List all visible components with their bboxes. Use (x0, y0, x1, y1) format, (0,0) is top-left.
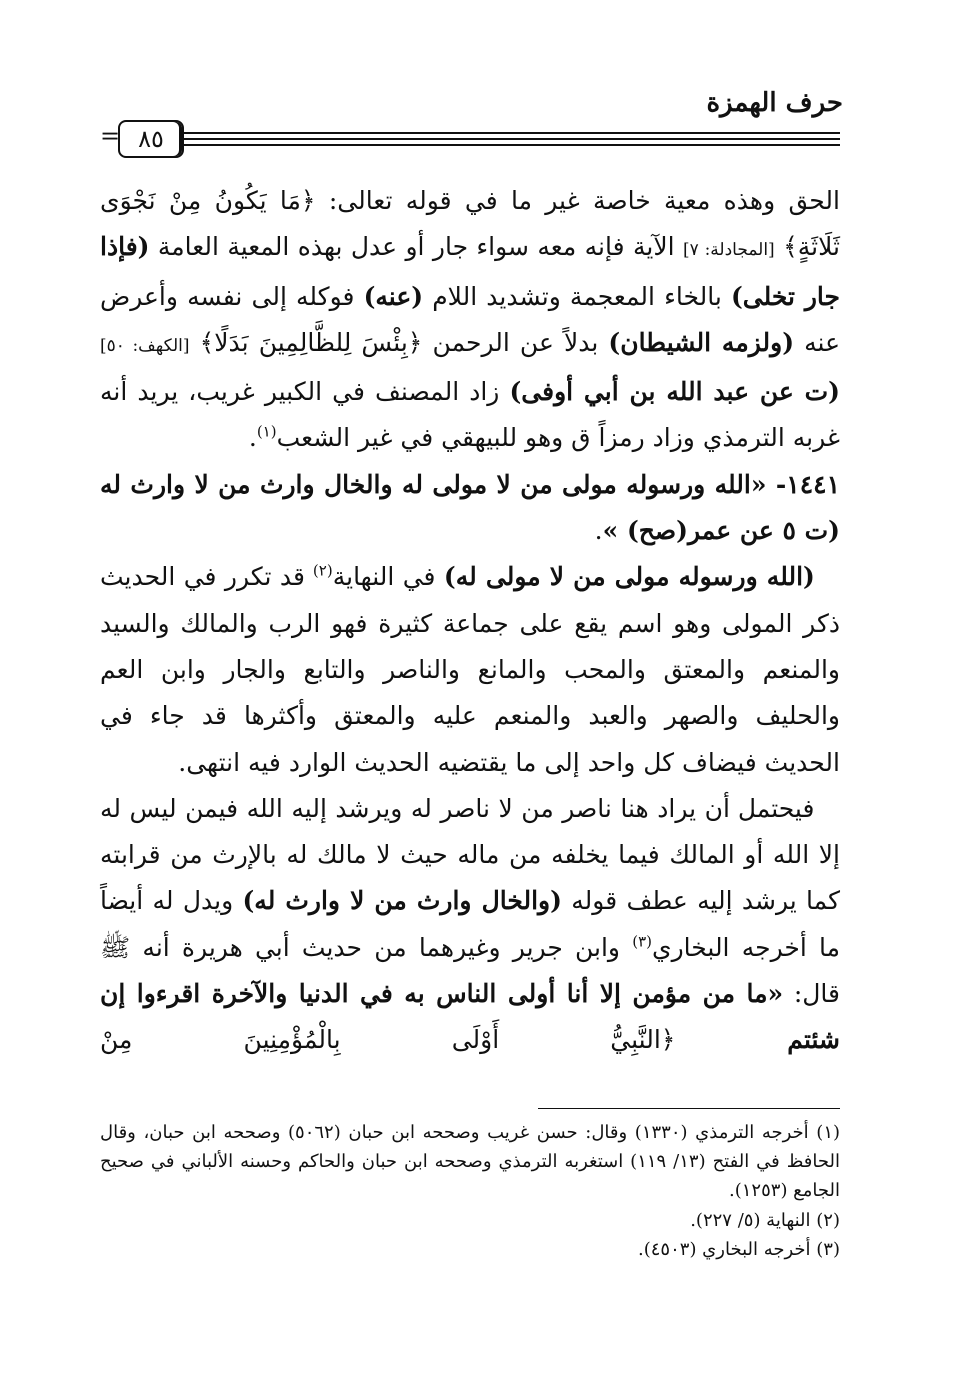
hadith-quote: (عنه) (363, 281, 424, 311)
hadith-quote: (فإذا جار تخلى) (100, 232, 840, 311)
rule-marker: = (100, 122, 121, 150)
footnote-ref: (٢) (312, 562, 333, 581)
page-number: ٨٥ (118, 120, 184, 158)
paragraph-commentary-2 (100, 554, 840, 785)
paragraph-commentary-1 (100, 178, 840, 462)
text: فوكله إلى نفسه وأعرض عنه (100, 281, 840, 357)
quran-verse: ﴿النَّبِيُّ أَوْلَى بِالْمُؤْمِنِينَ مِنْ (100, 1025, 676, 1055)
verse-reference: [الكهف: ٥٠] (100, 335, 190, 356)
footnote: (١) أخرجه الترمذي (١٣٣٠) وقال: حسن غريب وصححه ابن حبان (٥٠٦٢) وصححه ابن حبان، وقال الحافظ في الفتح (١٣/ ١١٩) استغربه الترمذي وصححه ابن حبان والحاكم وحسنه الألباني في صحيح الجامع (١٢٥٣). (100, 1122, 841, 1202)
main-text (100, 178, 840, 1064)
paragraph-commentary-3 (100, 786, 840, 1064)
quran-verse: ﴿بِئْسَ لِلظَّالِمِينَ بَدَلًا﴾ (199, 327, 423, 357)
header-rule (100, 118, 840, 158)
chapter-title: حرف الهمزة (706, 88, 843, 118)
text: ويدل له أيضاً ما أخرجه البخاري (100, 886, 840, 962)
verse-reference: [المجادلة: ٧] (682, 240, 775, 261)
footnote-ref: (٣) (632, 932, 652, 951)
hadith-quote: (والخال وارث من لا وارث له) (242, 886, 562, 916)
text: . (594, 516, 603, 546)
text: زاد المصنف في الكبير غريب، يريد أنه غربه الترمذي وزاد رمزاً ق وهو للبيهقي في غير الشعب (100, 377, 840, 453)
hadith-quote: «ما من مؤمن إلا أنا أولى الناس به في الدنيا والآخرة اقرءوا إن شئتم (100, 979, 840, 1055)
narrator: (ت عن عبد الله بن أبي أوفى) (509, 377, 840, 407)
text: بدلاً عن الرحمن (422, 327, 609, 357)
text: وابن جرير وغيرهما من حديث أبي هريرة أنه ﷺ قال: (100, 932, 841, 1009)
text: بالخاء المعجمة وتشديد اللام (423, 281, 731, 311)
rule-line (182, 138, 840, 140)
footnote: (٢) النهاية (٥/ ٢٢٧). (690, 1209, 840, 1231)
footnote: (٣) أخرجه البخاري (٤٥٠٣). (638, 1238, 840, 1260)
footnotes (100, 1118, 840, 1264)
text: قد تكرر في الحديث ذكر المولى وهو اسم يقع على جماعة كثيرة فهو الرب والمالك والسيد والمنعم والمعتق والمحب والمانع والناصر والتابع والجار وابن العم والحليف والصهر والعبد والمنعم عليه والمعتق وأكثرها قد جاء في الحديث فيضاف كل واحد إلى ما يقتضيه الحديث الوارد فيه انتهى. (100, 562, 840, 777)
text: الحق وهذه معية خاصة غير ما في قوله تعالى: (315, 186, 840, 215)
footnote-divider (538, 1108, 840, 1109)
text: فيحتمل أن يراد هنا ناصر من لا ناصر له ويرشد إليه الله فيمن ليس له إلا الله أو المالك فيما يخلفه من ماله حيث لا مالك له بالإرث من قرابته كما يرشد إليه عطف قوله (100, 793, 840, 916)
text: الآية فإنه معه سواء جار أو عدل بهذه المعية العامة (149, 232, 683, 262)
text: . (248, 423, 257, 453)
hadith-quote: (الله ورسوله مولى من لا مولى له) (443, 562, 815, 592)
quran-verse: ﴿مَا يَكُونُ مِنْ نَجْوَى ثَلَاثَةٍ﴾ (100, 186, 840, 262)
hadith-quote: (ولزمه الشيطان) (608, 327, 795, 357)
hadith-text: ١٤٤١- «الله ورسوله مولى من لا مولى له والخال وارث من لا وارث له (ت ٥ عن عمر(صح) » (100, 469, 840, 546)
rule-line (182, 144, 840, 146)
footnote-ref: (١) (256, 423, 277, 442)
hadith-entry (100, 462, 840, 555)
rule-line (182, 132, 840, 134)
text: في النهاية (332, 562, 444, 592)
